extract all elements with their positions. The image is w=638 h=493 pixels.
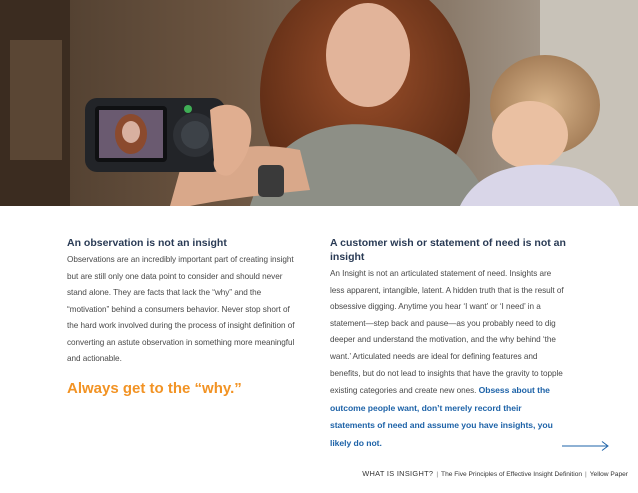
next-page-arrow-icon[interactable] xyxy=(562,440,610,452)
page-footer xyxy=(362,468,628,480)
right-body-text: An Insight is not an articulated statement of need. Insights are less apparent, intangible, latent. A hidden truth that is the result of obsessive digging. Anytime you hear ‘I want’ or ‘I need’ in a statement—step back and pause—as you probably need to dig deeper and understand the motivation, and the why behind ‘the want.’ Articulated needs are ideal for defining features and benefits, but do not lead to insights that have the gravity to topple existing categories and create new ones. xyxy=(330,269,564,396)
footer-subtitle: The Five Principles of Effective Insight Definition xyxy=(441,471,583,478)
footer-doc-type: Yellow Paper xyxy=(589,471,628,478)
right-emphasis: Obsess about the outcome people want, don’t merely record their statements of need and assume you have insights, you likely do not. xyxy=(330,385,553,448)
right-body xyxy=(330,266,566,453)
callout-text: Always get to the “why.” xyxy=(67,379,242,397)
left-heading: An observation is not an insight xyxy=(67,237,227,249)
footer-separator: | xyxy=(585,471,587,478)
left-column xyxy=(67,236,299,398)
left-body: Observations are an incredibly important part of creating insight but are still only one data point to consider and should never stand alone. They are facts that lack the “why” and the “motivation” behind a consumers behavior. Never stop short of the hard work involved during the process of insight definition of converting an astute observation in something more meaningful and actionable. xyxy=(67,255,295,363)
footer-separator: | xyxy=(436,471,439,478)
hero-photo-illustration xyxy=(0,0,638,206)
hero-photo xyxy=(0,0,638,206)
footer-title: WHAT IS INSIGHT? xyxy=(362,469,434,478)
right-column xyxy=(330,236,566,453)
right-heading: A customer wish or statement of need is not an insight xyxy=(330,237,566,263)
